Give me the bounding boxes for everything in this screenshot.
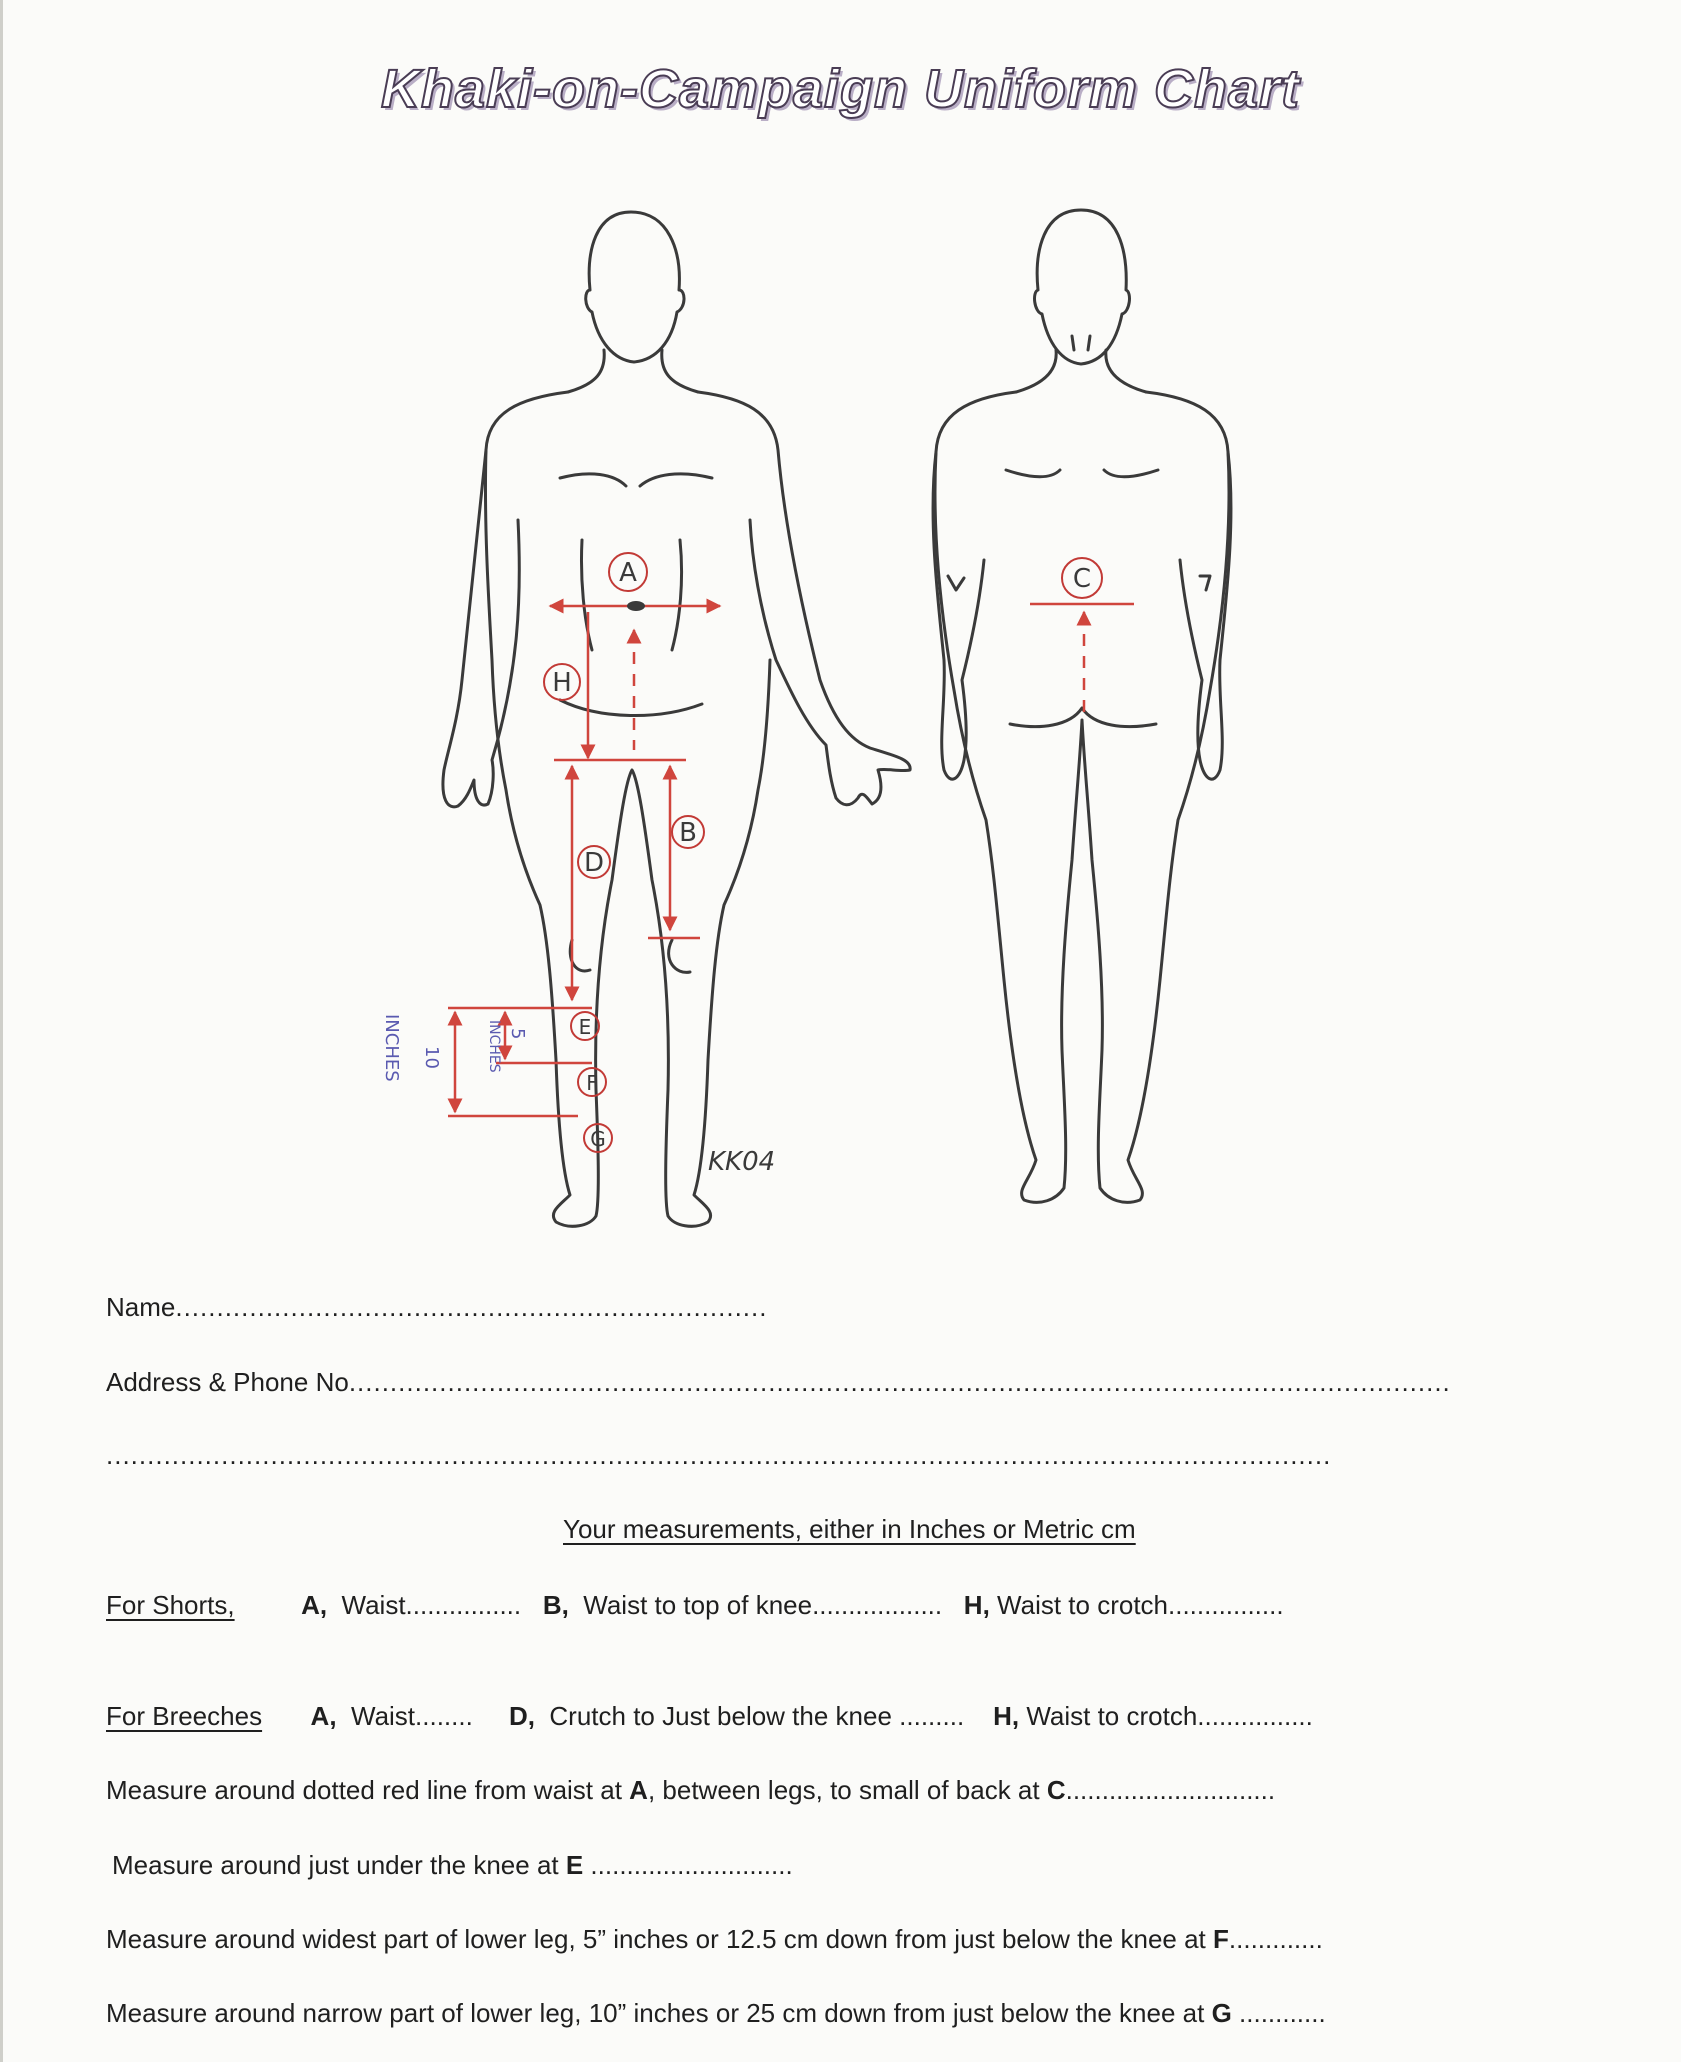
front-knees <box>570 940 690 972</box>
svg-text:D: D <box>583 848 605 878</box>
svg-text:C: C <box>1072 564 1092 594</box>
label-h <box>544 664 580 700</box>
label-f <box>578 1068 606 1096</box>
back-left-arm <box>933 452 984 779</box>
label-d <box>578 846 610 878</box>
svg-text:E: E <box>578 1015 592 1039</box>
front-torso <box>485 392 770 1226</box>
chart-title: Khaki-on-Campaign Uniform Chart <box>380 59 1301 119</box>
svg-text:F: F <box>586 1071 598 1095</box>
note-10: 10 <box>421 1046 442 1069</box>
label-b <box>672 816 704 848</box>
breeches-label: For Breeches <box>106 1701 263 1731</box>
front-left-arm <box>443 450 519 807</box>
back-head <box>1035 210 1130 364</box>
front-chest <box>560 474 712 486</box>
label-c <box>1062 558 1102 598</box>
note-inches-inner: INCHES <box>486 1020 502 1073</box>
address-line-2[interactable]: ..................................................................................................................................................... <box>106 1440 1332 1470</box>
address-line[interactable]: Address & Phone No...................................................................................................................................... <box>106 1367 1451 1397</box>
label-g <box>584 1124 612 1152</box>
shorts-row[interactable]: For Shorts, A, Waist................ B, Waist to top of knee.................. H, Waist to crotch................ <box>106 1590 1284 1620</box>
name-line[interactable]: Name........................................................................ <box>106 1292 768 1322</box>
back-figure <box>933 210 1231 1202</box>
svg-text:B: B <box>679 818 697 848</box>
back-torso <box>935 392 1229 1202</box>
navel-mark <box>627 601 645 611</box>
note-inches-outer: INCHES <box>381 1014 402 1082</box>
measure-f-line[interactable]: Measure around widest part of lower leg, 5” inches or 12.5 cm down from just below the knee at F............. <box>106 1924 1323 1954</box>
measurement-lines <box>448 601 1134 1116</box>
front-figure <box>443 212 910 1226</box>
measurements-heading: Your measurements, either in Inches or Metric cm <box>563 1514 1136 1544</box>
svg-text:H: H <box>552 668 572 698</box>
label-a <box>609 553 647 591</box>
breeches-row[interactable]: For Breeches A, Waist........ D, Crutch to Just below the knee ......... H, Waist to crotch................ <box>106 1701 1313 1731</box>
measure-labels <box>544 553 1102 1152</box>
front-neck <box>568 350 698 392</box>
measure-e-line[interactable]: Measure around just under the knee at E ............................ <box>112 1850 793 1880</box>
artist-signature: KK04 <box>708 1147 776 1177</box>
back-right-arm <box>1180 452 1231 779</box>
measure-g-line[interactable]: Measure around narrow part of lower leg, 10” inches or 25 cm down from just below the knee at G ............ <box>106 1998 1326 2028</box>
svg-text:G: G <box>590 1127 606 1151</box>
measure-ac-line[interactable]: Measure around dotted red line from waist at A, between legs, to small of back at C............................. <box>106 1775 1276 1805</box>
back-blades <box>1006 470 1158 477</box>
note-5: 5 <box>507 1028 528 1040</box>
svg-text:A: A <box>619 558 637 588</box>
front-head <box>586 212 684 362</box>
shorts-label: For Shorts, <box>106 1590 235 1620</box>
front-right-arm <box>698 392 910 805</box>
